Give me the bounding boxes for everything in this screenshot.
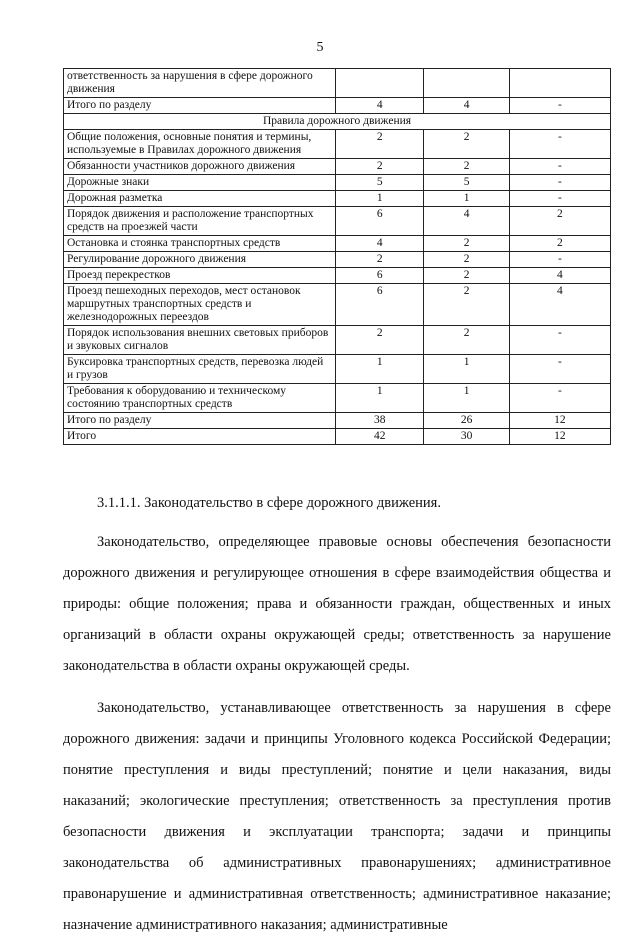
- table-row: [64, 326, 611, 355]
- hours-practice-cell: -: [509, 252, 610, 268]
- table-row: [64, 159, 611, 175]
- topic-cell: Проезд перекрестков: [64, 268, 336, 284]
- hours-total-cell: 5: [336, 175, 424, 191]
- topic-cell: Порядок использования внешних световых приборов и звуковых сигналов: [64, 326, 336, 355]
- topic-cell: Требования к оборудованию и техническому состоянию транспортных средств: [64, 384, 336, 413]
- body-text: [63, 488, 611, 952]
- table-row: [64, 114, 611, 130]
- hours-practice-cell: 4: [509, 284, 610, 326]
- table-row: [64, 384, 611, 413]
- section-title-cell: Правила дорожного движения: [64, 114, 611, 130]
- topic-cell: Регулирование дорожного движения: [64, 252, 336, 268]
- page-number: 5: [316, 40, 324, 55]
- hours-theory-cell: 2: [424, 252, 509, 268]
- table-row: [64, 69, 611, 98]
- topic-cell: Итого по разделу: [64, 98, 336, 114]
- table-row: [64, 98, 611, 114]
- hours-theory-cell: 2: [424, 159, 509, 175]
- hours-theory-cell: 1: [424, 355, 509, 384]
- hours-practice-cell: 4: [509, 268, 610, 284]
- hours-total-cell: 2: [336, 159, 424, 175]
- table-row: [64, 207, 611, 236]
- hours-practice-cell: 2: [509, 236, 610, 252]
- hours-total-cell: 38: [336, 413, 424, 429]
- table-row: [64, 413, 611, 429]
- hours-theory-cell: 1: [424, 191, 509, 207]
- table-row: [64, 355, 611, 384]
- table-row: [64, 284, 611, 326]
- topic-cell: Дорожная разметка: [64, 191, 336, 207]
- hours-total-cell: 4: [336, 236, 424, 252]
- hours-total-cell: 1: [336, 355, 424, 384]
- hours-theory-cell: 2: [424, 284, 509, 326]
- hours-total-cell: 6: [336, 207, 424, 236]
- hours-theory-cell: 4: [424, 207, 509, 236]
- hours-theory-cell: 1: [424, 384, 509, 413]
- hours-total-cell: 4: [336, 98, 424, 114]
- hours-total-cell: 1: [336, 384, 424, 413]
- topic-cell: Проезд пешеходных переходов, мест остановок маршрутных транспортных средств и железнодорожных переездов: [64, 284, 336, 326]
- hours-practice-cell: -: [509, 384, 610, 413]
- topic-cell: Итого: [64, 429, 336, 445]
- topic-cell: Дорожные знаки: [64, 175, 336, 191]
- hours-total-cell: [336, 69, 424, 98]
- hours-total-cell: 2: [336, 326, 424, 355]
- hours-practice-cell: -: [509, 326, 610, 355]
- section-heading: 3.1.1.1. Законодательство в сфере дорожного движения.: [97, 495, 441, 511]
- hours-practice-cell: 12: [509, 413, 610, 429]
- table-body: [64, 69, 611, 445]
- hours-total-cell: 42: [336, 429, 424, 445]
- hours-theory-cell: 2: [424, 130, 509, 159]
- paragraph: Законодательство, определяющее правовые основы обеспечения безопасности дорожного движения и регулирующее отношения в сфере взаимодействия общества и природы: общие положения; права и обязанности граждан, общественных и иных организаций в области охраны окружающей среды; ответственность за нарушение законодательства в области охраны окружающей среды.: [63, 534, 611, 674]
- hours-practice-cell: 12: [509, 429, 610, 445]
- hours-total-cell: 2: [336, 252, 424, 268]
- hours-total-cell: 6: [336, 284, 424, 326]
- hours-practice-cell: -: [509, 355, 610, 384]
- hours-theory-cell: 5: [424, 175, 509, 191]
- topic-cell: Буксировка транспортных средств, перевозка людей и грузов: [64, 355, 336, 384]
- topic-cell: Порядок движения и расположение транспортных средств на проезжей части: [64, 207, 336, 236]
- topic-cell: Остановка и стоянка транспортных средств: [64, 236, 336, 252]
- curriculum-table: [63, 68, 611, 445]
- hours-practice-cell: -: [509, 130, 610, 159]
- hours-theory-cell: 30: [424, 429, 509, 445]
- table-row: [64, 175, 611, 191]
- hours-practice-cell: [509, 69, 610, 98]
- hours-practice-cell: -: [509, 98, 610, 114]
- table-row: [64, 429, 611, 445]
- paragraph: Законодательство, устанавливающее ответственность за нарушения в сфере дорожного движения: задачи и принципы Уголовного кодекса Российской Федерации; понятие преступления и виды преступлений; понятие и цели наказания, виды наказаний; экологические преступления; ответственность за преступления против безопасности движения и эксплуатации транспорта; задачи и принципы законодательства об административных правонарушениях; административное правонарушение и административная ответственность; административное наказание; назначение административного наказания; административные: [63, 700, 611, 933]
- hours-practice-cell: -: [509, 175, 610, 191]
- topic-cell: Обязанности участников дорожного движения: [64, 159, 336, 175]
- hours-practice-cell: -: [509, 191, 610, 207]
- hours-total-cell: 2: [336, 130, 424, 159]
- hours-theory-cell: 2: [424, 268, 509, 284]
- table-row: [64, 252, 611, 268]
- hours-theory-cell: [424, 69, 509, 98]
- table-row: [64, 130, 611, 159]
- hours-practice-cell: 2: [509, 207, 610, 236]
- topic-cell: Итого по разделу: [64, 413, 336, 429]
- hours-theory-cell: 26: [424, 413, 509, 429]
- hours-practice-cell: -: [509, 159, 610, 175]
- hours-total-cell: 6: [336, 268, 424, 284]
- hours-theory-cell: 2: [424, 326, 509, 355]
- table-row: [64, 268, 611, 284]
- topic-cell: ответственность за нарушения в сфере дорожного движения: [64, 69, 336, 98]
- hours-total-cell: 1: [336, 191, 424, 207]
- table-row: [64, 191, 611, 207]
- hours-theory-cell: 4: [424, 98, 509, 114]
- topic-cell: Общие положения, основные понятия и термины, используемые в Правилах дорожного движения: [64, 130, 336, 159]
- table-row: [64, 236, 611, 252]
- hours-theory-cell: 2: [424, 236, 509, 252]
